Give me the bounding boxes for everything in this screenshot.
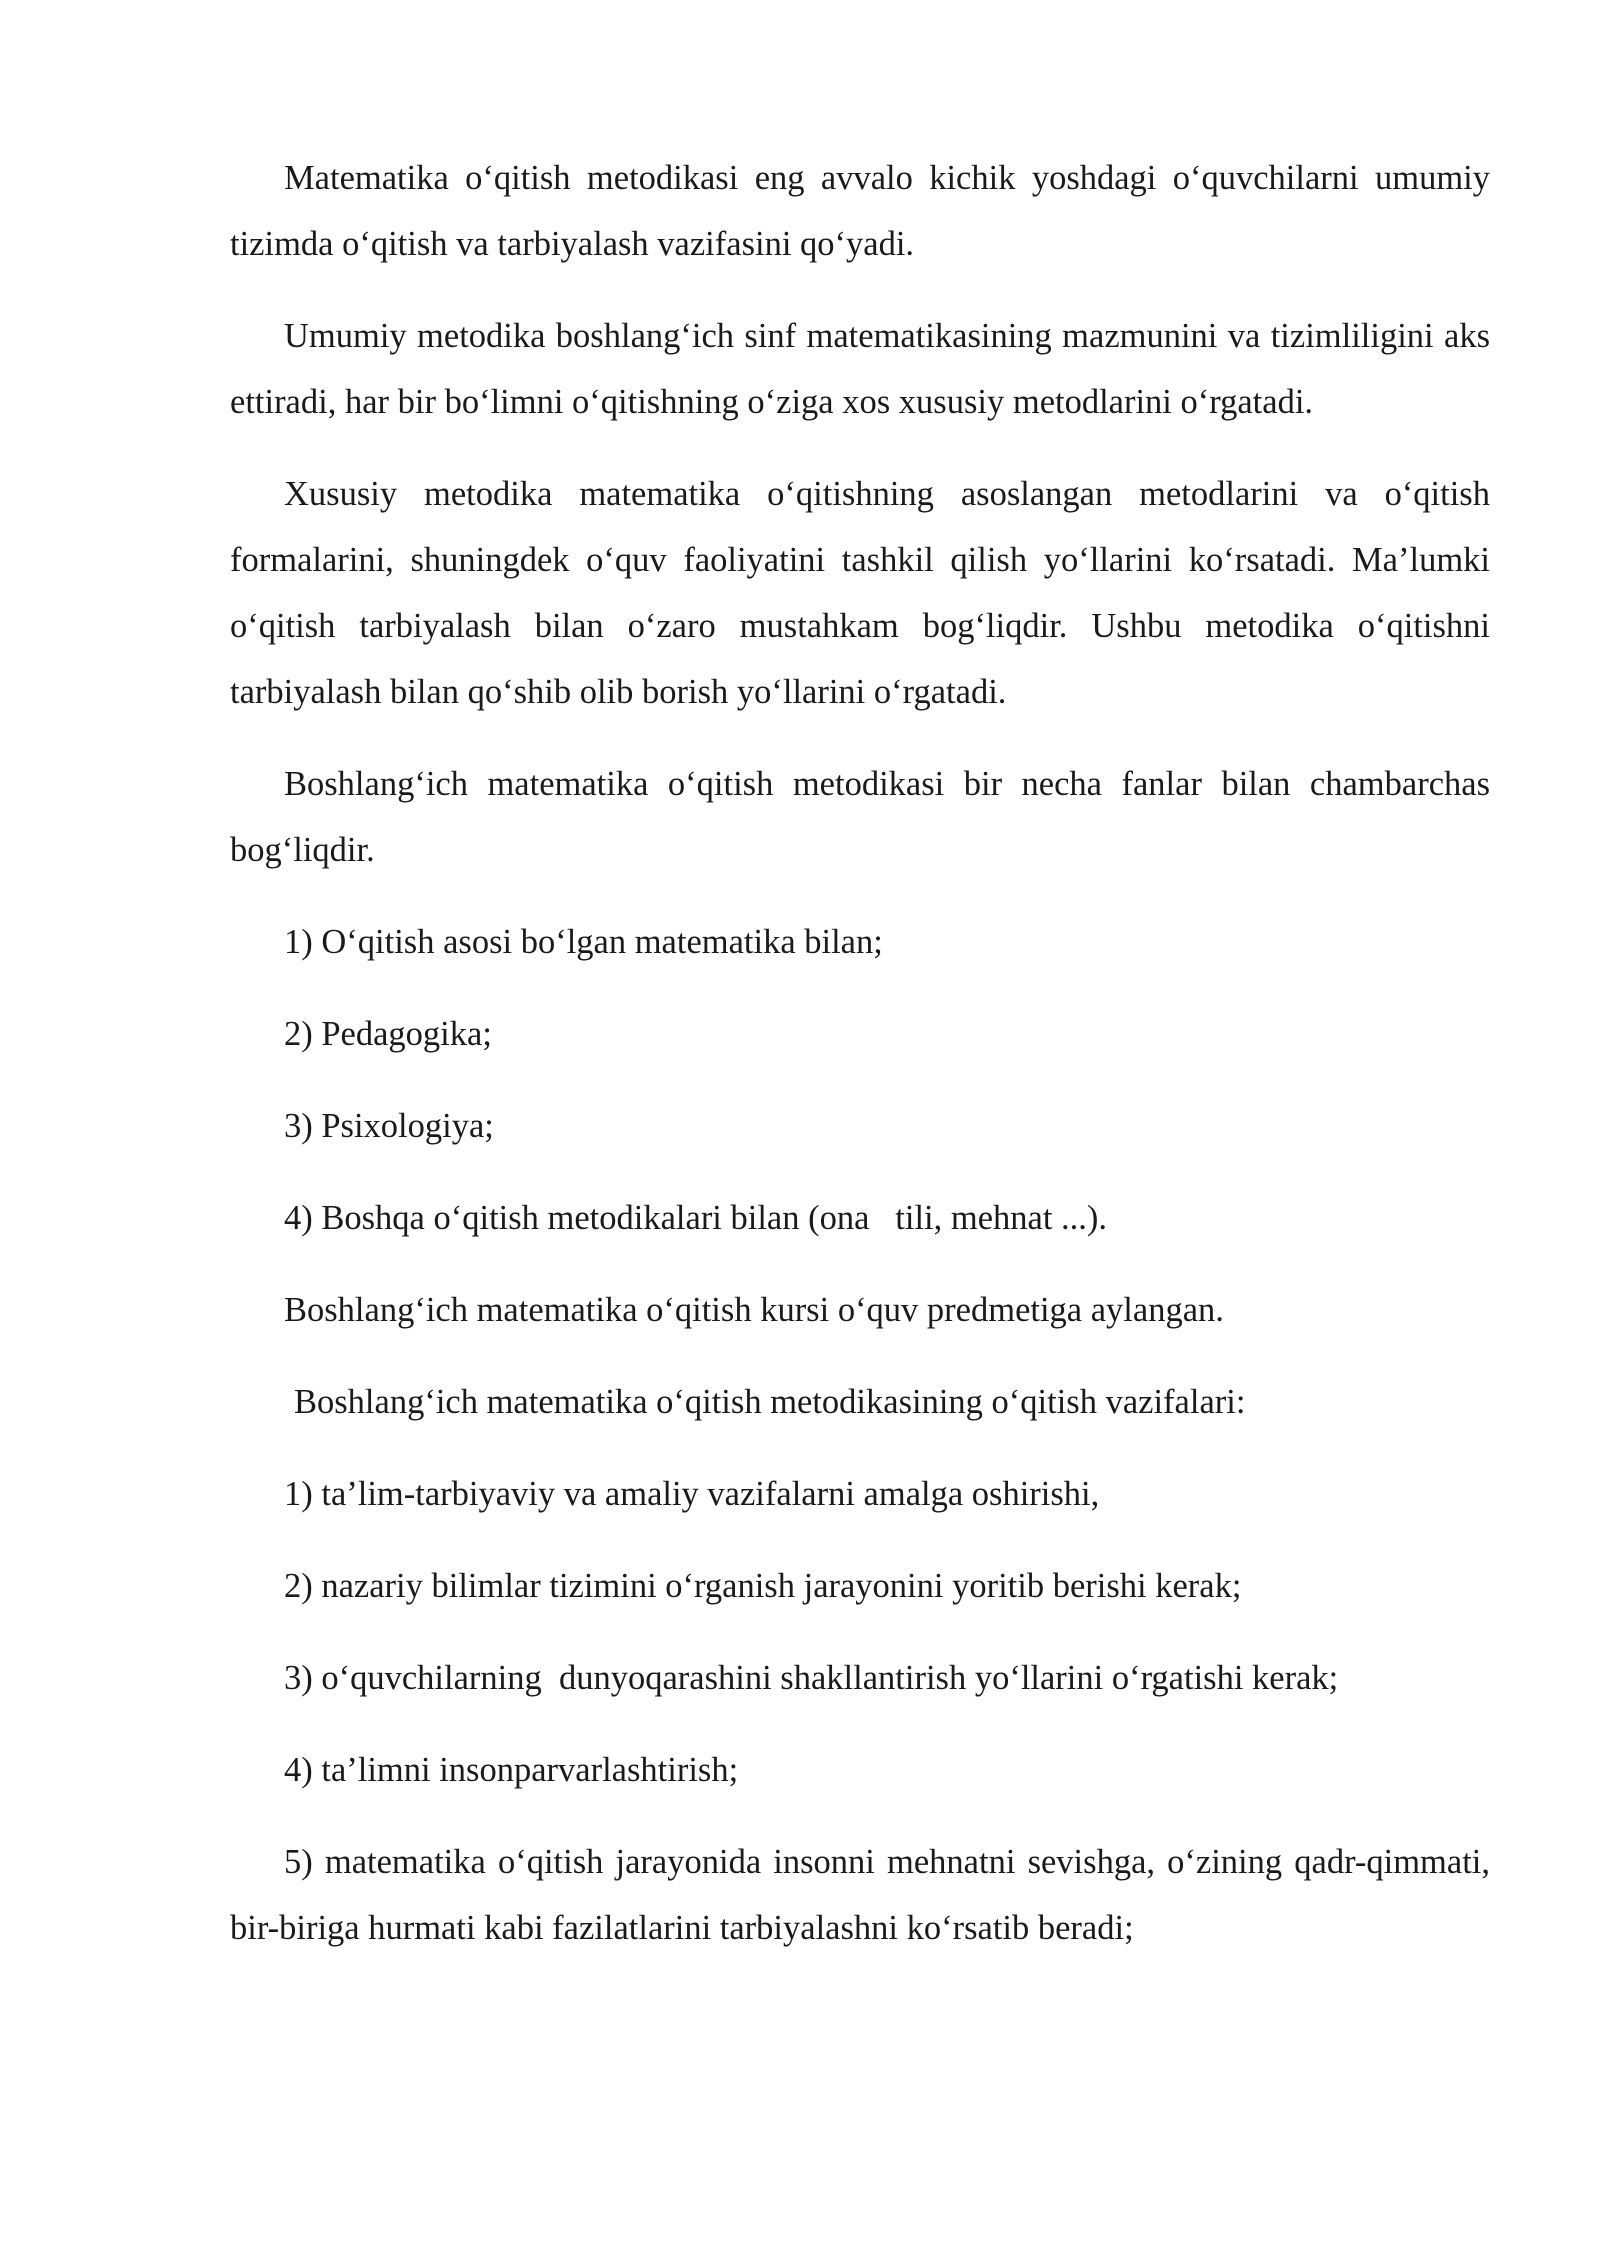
paragraph-specific-methodology: Xususiy metodika matematika o‘qitishning asoslangan metodlarini va o‘qitish formalarini, shuningdek o‘quv faoliyatini tashkil qilish yo‘llarini ko‘rsatadi. Ma’lumki o‘qitish tarbiyalash bilan o‘zaro mustahkam bog‘liqdir. Ushbu metodika o‘qitishni tarbiyalash bilan qo‘shib olib borish yo‘llarini o‘rgatadi.: [230, 475, 1490, 711]
task-item-1: 1) ta’lim-tarbiyaviy va amaliy vazifalarni amalga oshirishi,: [284, 1475, 1100, 1513]
related-list-item-3: 3) Psixologiya;: [284, 1107, 494, 1145]
task-item-4: 4) ta’limni insonparvarlashtirish;: [284, 1751, 739, 1789]
task-item-5: 5) matematika o‘qitish jarayonida insonni mehnatni sevishga, o‘zining qadr-qimmati, bir-biriga hurmati kabi fazilatlarini tarbiyalashni ko‘rsatib beradi;: [230, 1843, 1490, 1947]
related-list-item-1: 1) O‘qitish asosi bo‘lgan matematika bilan;: [284, 923, 883, 961]
paragraph-general-methodology: Umumiy metodika boshlang‘ich sinf matematikasining mazmunini va tizimliligini aks ettiradi, har bir bo‘limni o‘qitishning o‘ziga xos xususiy metodlarini o‘rgatadi.: [230, 317, 1490, 421]
task-item-2: 2) nazariy bilimlar tizimini o‘rganish jarayonini yoritib berishi kerak;: [284, 1567, 1242, 1605]
related-list-item-4: 4) Boshqa o‘qitish metodikalari bilan (ona tili, mehnat ...).: [284, 1199, 1108, 1237]
paragraph-intro: Matematika o‘qitish metodikasi eng avvalo kichik yoshdagi o‘quvchilarni umumiy tizimda o‘qitish va tarbiyalash vazifasini qo‘yadi.: [230, 159, 1490, 263]
related-list-item-2: 2) Pedagogika;: [284, 1015, 492, 1053]
task-item-3: 3) o‘quvchilarning dunyoqarashini shakllantirish yo‘llarini o‘rgatishi kerak;: [284, 1659, 1339, 1697]
course-statement: Boshlang‘ich matematika o‘qitish kursi o‘quv predmetiga aylangan.: [284, 1291, 1224, 1329]
paragraph-related-subjects: Boshlang‘ich matematika o‘qitish metodikasi bir necha fanlar bilan chambarchas bog‘liqdir.: [230, 765, 1490, 869]
tasks-heading: Boshlang‘ich matematika o‘qitish metodikasining o‘qitish vazifalari:: [294, 1383, 1246, 1421]
